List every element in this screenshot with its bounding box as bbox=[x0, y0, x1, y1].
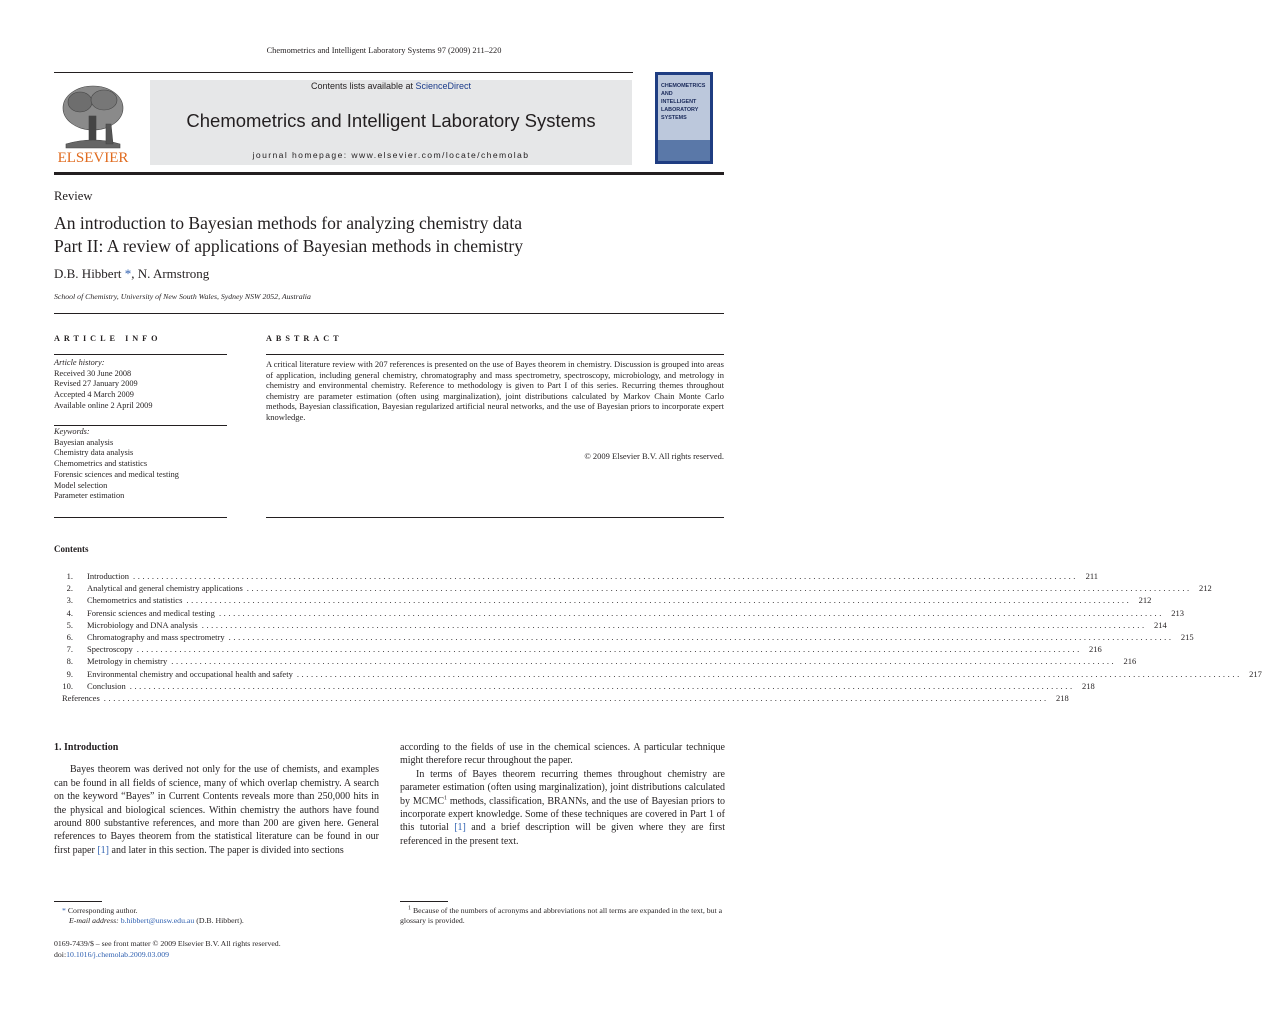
corresponding-line bbox=[54, 906, 379, 916]
author-1: D.B. Hibbert bbox=[54, 266, 125, 281]
keyword: Bayesian analysis bbox=[54, 437, 114, 447]
journal-reference: Chemometrics and Intelligent Laboratory Systems 97 (2009) 211–220 bbox=[266, 46, 502, 55]
keyword: Forensic sciences and medical testing bbox=[54, 469, 179, 479]
toc-number: 8. bbox=[66, 656, 73, 667]
toc-item[interactable] bbox=[54, 619, 1167, 631]
toc-number: 5. bbox=[66, 619, 73, 630]
toc-item[interactable] bbox=[54, 643, 1102, 655]
keyword: Chemistry data analysis bbox=[54, 448, 134, 458]
elsevier-tree-icon bbox=[54, 80, 132, 166]
abstract-heading: ABSTRACT bbox=[266, 334, 343, 343]
paragraph-text: and later in this section. The paper is divided into sections bbox=[109, 844, 344, 856]
header-divider bbox=[54, 72, 633, 73]
toc-title: Analytical and general chemistry applications bbox=[87, 583, 243, 594]
history-label: Article history: bbox=[54, 358, 105, 367]
toc-item[interactable] bbox=[54, 570, 1099, 582]
toc-leader: ........................................................................................................................................................................................................ bbox=[171, 656, 1117, 667]
toc-references[interactable] bbox=[54, 692, 1069, 704]
toc-title: Conclusion bbox=[87, 680, 126, 691]
toc-title: Chromatography and mass spectrometry bbox=[87, 631, 225, 642]
section-label: Review bbox=[54, 189, 93, 203]
history-item: Received 30 June 2008 bbox=[54, 368, 132, 378]
paragraph-text: methods, classification, BRANNs, and the use of Bayesian priors to incorporate expert knowledge. Some of these techniques are covered in Part 1 of this tutorial bbox=[400, 795, 726, 834]
paragraph-text: and a brief description will be given where they are first referenced in the present text. bbox=[400, 822, 725, 847]
toc-number: 4. bbox=[66, 607, 73, 618]
toc-leader: ........................................................................................................................................................................................................ bbox=[186, 595, 1132, 606]
article-info-heading: ARTICLE INFO bbox=[54, 334, 162, 343]
paragraph bbox=[400, 768, 725, 848]
toc-number: 7. bbox=[66, 644, 73, 655]
toc-page: 218 bbox=[1056, 692, 1069, 703]
contents-available bbox=[150, 81, 632, 91]
toc-leader: ........................................................................................................................................................................................................ bbox=[201, 619, 1147, 630]
elsevier-logo bbox=[54, 80, 132, 166]
toc-page: 216 bbox=[1123, 656, 1137, 667]
divider bbox=[266, 354, 724, 355]
toc-leader: ........................................................................................................................................................................................................ bbox=[103, 692, 1049, 703]
toc-number: 1. bbox=[66, 571, 73, 581]
cover-bottom-band bbox=[658, 140, 710, 161]
divider bbox=[54, 425, 227, 426]
divider bbox=[54, 517, 227, 518]
toc-item[interactable] bbox=[54, 680, 1095, 692]
toc-number: 2. bbox=[66, 583, 73, 594]
doi-link[interactable]: 10.1016/j.chemolab.2009.03.009 bbox=[66, 950, 170, 959]
cover-line: SYSTEMS bbox=[661, 115, 687, 121]
citation-link[interactable]: [1] bbox=[97, 844, 109, 856]
toc-item[interactable] bbox=[54, 607, 1184, 619]
footnote-divider bbox=[54, 901, 102, 902]
email-link[interactable]: b.hibbert@unsw.edu.au bbox=[120, 916, 195, 926]
authors bbox=[54, 266, 209, 282]
footnote-star: * bbox=[62, 906, 66, 915]
corresponding-author-note bbox=[54, 906, 379, 927]
abstract-text: A critical literature review with 207 references is presented on the use of Bayes theorem in chemistry. Discussion is grouped into areas of application, including general chemistry, chromatography and mass spectrometry, spectroscopy, microbiology, and metrology in chemistry and environmental chemistry. Reference to methodology is given to Part I of this series. Recurring themes throughout chemistry are parameter estimation (often using marginalization), joint distributions calculated by Markov Chain Monte Carlo methods, Bayesian classification, Bayesian regularized artificial neural networks, and the use of Bayesian priors to incorporate expert knowledge. bbox=[266, 359, 724, 422]
toc-number: 9. bbox=[66, 668, 73, 679]
title-line-2: Part II: A review of applications of Bayesian methods in chemistry bbox=[54, 236, 524, 256]
toc-leader: ........................................................................................................................................................................................................ bbox=[129, 680, 1075, 691]
toc-leader: ........................................................................................................................................................................................................ bbox=[246, 583, 1192, 594]
article-history bbox=[54, 358, 229, 412]
affiliation: School of Chemistry, University of New South Wales, Sydney NSW 2052, Australia bbox=[54, 292, 311, 301]
toc-title: Spectroscopy bbox=[87, 644, 133, 655]
issn-line: 0169-7439/$ – see front matter © 2009 Elsevier B.V. All rights reserved. bbox=[54, 939, 281, 948]
journal-homepage[interactable]: journal homepage: www.elsevier.com/locate/chemolab bbox=[252, 150, 530, 160]
email-line bbox=[54, 916, 379, 926]
body-right-column bbox=[400, 741, 725, 848]
email-suffix: (D.B. Hibbert). bbox=[194, 916, 244, 926]
keyword: Chemometrics and statistics bbox=[54, 459, 148, 469]
toc-item[interactable] bbox=[54, 668, 1262, 680]
footnote-mark[interactable]: 1 bbox=[444, 795, 448, 802]
cover-line: LABORATORY bbox=[661, 107, 699, 113]
toc-page: 212 bbox=[1138, 595, 1152, 606]
toc-title: Environmental chemistry and occupational health and safety bbox=[87, 668, 293, 679]
title-line-1: An introduction to Bayesian methods for analyzing chemistry data bbox=[54, 213, 523, 233]
toc-title: Chemometrics and statistics bbox=[87, 595, 183, 606]
table-of-contents bbox=[54, 570, 1262, 704]
journal-cover bbox=[655, 72, 713, 164]
section-heading: 1. Introduction bbox=[54, 742, 119, 753]
toc-leader: ........................................................................................................................................................................................................ bbox=[136, 644, 1082, 655]
svg-text:ELSEVIER: ELSEVIER bbox=[57, 150, 129, 166]
paragraph bbox=[54, 763, 379, 857]
body-left-column bbox=[54, 741, 379, 857]
doi-label: doi: bbox=[54, 950, 67, 959]
toc-page: 218 bbox=[1081, 680, 1095, 691]
toc-page: 212 bbox=[1199, 583, 1212, 594]
history-item: Accepted 4 March 2009 bbox=[54, 390, 134, 400]
header-thick-divider bbox=[54, 172, 724, 175]
toc-page: 213 bbox=[1171, 607, 1184, 618]
toc-item[interactable] bbox=[54, 594, 1152, 606]
doi-line bbox=[54, 949, 454, 960]
toc-item[interactable] bbox=[54, 582, 1212, 594]
paragraph-text: In terms of Bayes theorem recurring themes throughout chemistry are parameter estimation (often using marginalization), joint distributions calculated by MCMC bbox=[400, 768, 725, 807]
toc-page: 211 bbox=[1085, 571, 1099, 581]
toc-page: 214 bbox=[1153, 619, 1167, 630]
toc-page: 216 bbox=[1089, 644, 1102, 655]
toc-page: 215 bbox=[1180, 631, 1194, 642]
journal-title: Chemometrics and Intelligent Laboratory Systems bbox=[186, 110, 596, 131]
contents-prefix: Contents lists available at bbox=[310, 81, 416, 91]
paragraph: according to the fields of use in the chemical sciences. A particular technique might therefore recur throughout the paper. bbox=[400, 742, 725, 767]
keywords bbox=[54, 427, 229, 502]
author-2: , N. Armstrong bbox=[131, 266, 210, 281]
toc-item[interactable] bbox=[54, 655, 1137, 667]
keyword: Model selection bbox=[54, 480, 108, 490]
divider bbox=[54, 354, 227, 355]
footnote-1 bbox=[400, 906, 725, 927]
cover-line: AND INTELLIGENT bbox=[661, 91, 697, 105]
corresponding-label: Corresponding author. bbox=[65, 906, 138, 915]
footnote-text: Because of the numbers of acronyms and abbreviations not all terms are expanded in the text, but a glossary is provided. bbox=[400, 906, 723, 926]
divider bbox=[54, 313, 724, 314]
toc-title: Forensic sciences and medical testing bbox=[87, 607, 215, 618]
toc-leader: ........................................................................................................................................................................................................ bbox=[133, 571, 1079, 581]
toc-title: Microbiology and DNA analysis bbox=[87, 619, 198, 630]
contents-heading: Contents bbox=[54, 544, 89, 554]
toc-number: 10. bbox=[62, 680, 73, 691]
toc-title: Metrology in chemistry bbox=[87, 656, 168, 667]
footnote-number-wrap bbox=[400, 906, 411, 915]
toc-page: 217 bbox=[1249, 668, 1262, 679]
paragraph-text: Bayes theorem was derived not only for the use of chemists, and examples can be found in all fields of science, many of which overlap chemistry. A search on the keyword “Bayes” in Current Contents reveals more than 250,000 hits in the physical and biological sciences. Within chemistry the authors have found around 800 substantive references, and more than 200 are given here. General references to Bayes theorem from the statistical literature can be found in our first paper bbox=[54, 764, 379, 856]
email-label: E-mail address: bbox=[69, 916, 121, 926]
sciencedirect-link[interactable]: ScienceDirect bbox=[415, 81, 472, 91]
toc-item[interactable] bbox=[54, 631, 1194, 643]
paper-title bbox=[54, 212, 714, 258]
toc-leader: ........................................................................................................................................................................................................ bbox=[296, 668, 1242, 679]
history-item: Available online 2 April 2009 bbox=[54, 400, 153, 410]
toc-leader: ........................................................................................................................................................................................................ bbox=[218, 607, 1164, 618]
toc-title: References bbox=[62, 692, 100, 703]
cover-line: CHEMOMETRICS bbox=[661, 83, 706, 89]
toc-title: Introduction bbox=[87, 571, 130, 581]
abstract-copyright: © 2009 Elsevier B.V. All rights reserved. bbox=[584, 451, 724, 461]
footnote-number: 1 bbox=[408, 905, 411, 912]
toc-leader: ........................................................................................................................................................................................................ bbox=[228, 631, 1174, 642]
history-item: Revised 27 January 2009 bbox=[54, 379, 138, 389]
divider bbox=[266, 517, 724, 518]
keyword: Parameter estimation bbox=[54, 491, 125, 501]
page-footer bbox=[54, 938, 454, 960]
toc-number: 3. bbox=[66, 595, 73, 606]
citation-link[interactable]: [1] bbox=[454, 822, 466, 834]
cover-title bbox=[661, 82, 709, 122]
toc-number: 6. bbox=[66, 631, 73, 642]
keywords-label: Keywords: bbox=[54, 427, 90, 436]
corresponding-author-mark[interactable]: * bbox=[124, 266, 132, 281]
footnote-divider bbox=[400, 901, 448, 902]
